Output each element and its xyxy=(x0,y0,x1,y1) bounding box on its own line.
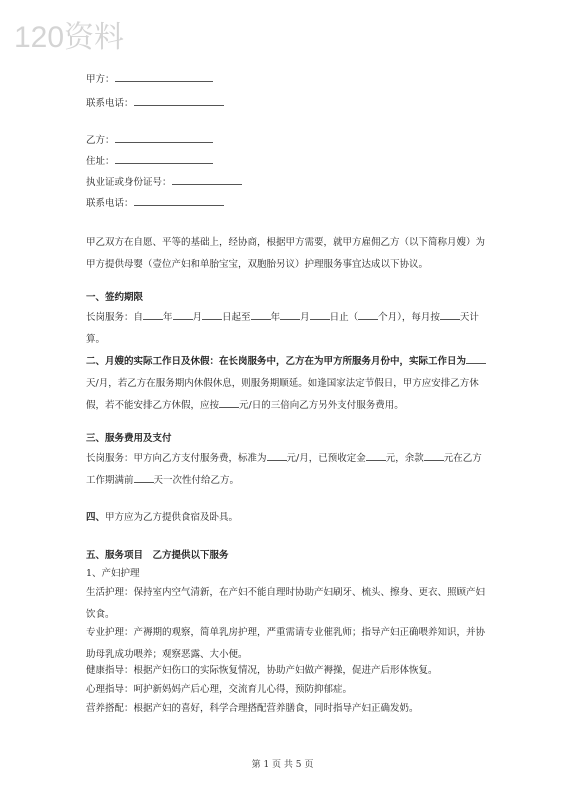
mind-guide: 心理指导：呵护新妈妈产后心理，交流育儿心得，预防抑郁症。 xyxy=(86,684,353,695)
s3-text-e: 工作期满前 xyxy=(86,475,134,486)
lt-blank[interactable] xyxy=(202,309,222,320)
lt-month2: 月 xyxy=(300,312,310,323)
intro-paragraph: 甲乙双方在自愿、平等的基础上，经协商，根据甲方需要，就甲方雇佣乙方（以下简称月嫂）为甲方提供母婴（壹位产妇和单胎宝宝，双胞胎另议）护理服务事宜达成以下协议。 xyxy=(86,237,486,270)
lt-day-end: 日止（ xyxy=(329,312,359,323)
lt-blank[interactable] xyxy=(143,309,163,320)
s2-blank[interactable] xyxy=(466,353,486,364)
lt-from: 长岗服务：自 xyxy=(86,312,144,323)
lt-blank[interactable] xyxy=(251,309,271,320)
lt-days: 天计 xyxy=(459,312,479,323)
section-1-long-term xyxy=(86,307,491,351)
party-a-line xyxy=(86,71,213,87)
party-b-address-label: 住址： xyxy=(86,156,115,167)
party-b-blank[interactable] xyxy=(115,132,213,143)
lt-year2: 年 xyxy=(270,312,281,323)
party-b-id-label: 执业证或身份证号： xyxy=(86,177,172,188)
section-1-title: 一、签约期限 xyxy=(86,292,144,303)
lt-blank[interactable] xyxy=(440,309,460,320)
section-4-title: 四、 xyxy=(86,512,106,523)
section-3-paragraph xyxy=(86,448,491,492)
section-5-title: 五、服务项目 乙方提供以下服务 xyxy=(86,550,229,561)
s2-blank[interactable] xyxy=(219,397,239,408)
watermark: 120资料 xyxy=(14,21,125,54)
pro-care: 专业护理：产褥期的观察，简单乳房护理，严重需请专业催乳师；指导产妇正确喂养知识，并协助母乳成功喂养；观察恶露、大小便。 xyxy=(86,627,486,660)
party-b-line xyxy=(86,132,213,148)
s3-blank[interactable] xyxy=(366,450,386,461)
lt-month: 月 xyxy=(192,312,203,323)
lt-months: 个月），每月按 xyxy=(378,312,440,323)
party-b-id-line xyxy=(86,174,242,190)
lt-blank[interactable] xyxy=(310,309,330,320)
party-b-phone-line xyxy=(86,195,224,211)
party-a-phone-blank[interactable] xyxy=(134,95,224,106)
lt-day-to: 日起至 xyxy=(222,312,251,323)
party-b-label: 乙方： xyxy=(86,135,115,146)
section-2-paragraph xyxy=(86,351,491,417)
section-3-title: 三、服务费用及支付 xyxy=(86,433,172,444)
s3-text-a: 长岗服务：甲方向乙方支付服务费，标准为 xyxy=(86,453,267,464)
lt-calc: 算。 xyxy=(86,334,106,345)
lt-year: 年 xyxy=(163,312,173,323)
s2-text-c: 元/日的三倍向乙方另外支付服务费用。 xyxy=(239,400,404,411)
s3-text-f: 天一次性付给乙方。 xyxy=(153,475,240,486)
party-b-id-blank[interactable] xyxy=(172,174,242,185)
health-guide: 健康指导：根据产妇伤口的实际恢复情况，协助产妇做产褥操，促进产后形体恢复。 xyxy=(86,665,438,676)
s3-blank[interactable] xyxy=(267,450,287,461)
lt-blank[interactable] xyxy=(280,309,300,320)
party-a-phone-line xyxy=(86,95,224,111)
party-b-phone-blank[interactable] xyxy=(134,195,224,206)
lt-blank[interactable] xyxy=(358,309,378,320)
party-b-address-line xyxy=(86,153,213,169)
life-care: 生活护理：保持室内空气清新，在产妇不能自理时协助产妇刷牙、梳头、擦身、更衣、照顾产妇饮食。 xyxy=(86,587,486,620)
party-b-address-blank[interactable] xyxy=(115,153,213,164)
party-a-label: 甲方： xyxy=(86,74,115,85)
nutrition-guide: 营养搭配：根据产妇的喜好，科学合理搭配营养膳食，同时指导产妇正确发奶。 xyxy=(86,703,419,714)
s3-text-b: 元/月，已预收定金 xyxy=(286,453,366,464)
s2-text-a: 二、月嫂的实际工作日及休假：在长岗服务中，乙方在为甲方所服务月份中，实际工作日为 xyxy=(86,356,467,367)
s3-text-c: 元，余款 xyxy=(385,453,424,464)
lt-blank[interactable] xyxy=(173,309,193,320)
page-footer: 第 1 页 共 5 页 xyxy=(251,760,314,770)
section-4-text: 甲方应为乙方提供食宿及卧具。 xyxy=(105,512,239,523)
s3-text-d: 元在乙方 xyxy=(443,453,482,464)
party-a-blank[interactable] xyxy=(115,71,213,82)
party-b-phone-label: 联系电话： xyxy=(86,198,134,209)
s2-text-b: 天/月，若乙方在服务期内休假休息，则服务期顺延。如逢国家法定节假日，甲方应安排乙方休假，若不能安排乙方休假，应按 xyxy=(86,378,479,411)
party-a-phone-label: 联系电话： xyxy=(86,98,134,109)
section-4 xyxy=(86,511,238,525)
s3-blank[interactable] xyxy=(424,450,444,461)
s3-blank[interactable] xyxy=(134,472,154,483)
section-5-sub1: 1、产妇护理 xyxy=(86,568,140,579)
